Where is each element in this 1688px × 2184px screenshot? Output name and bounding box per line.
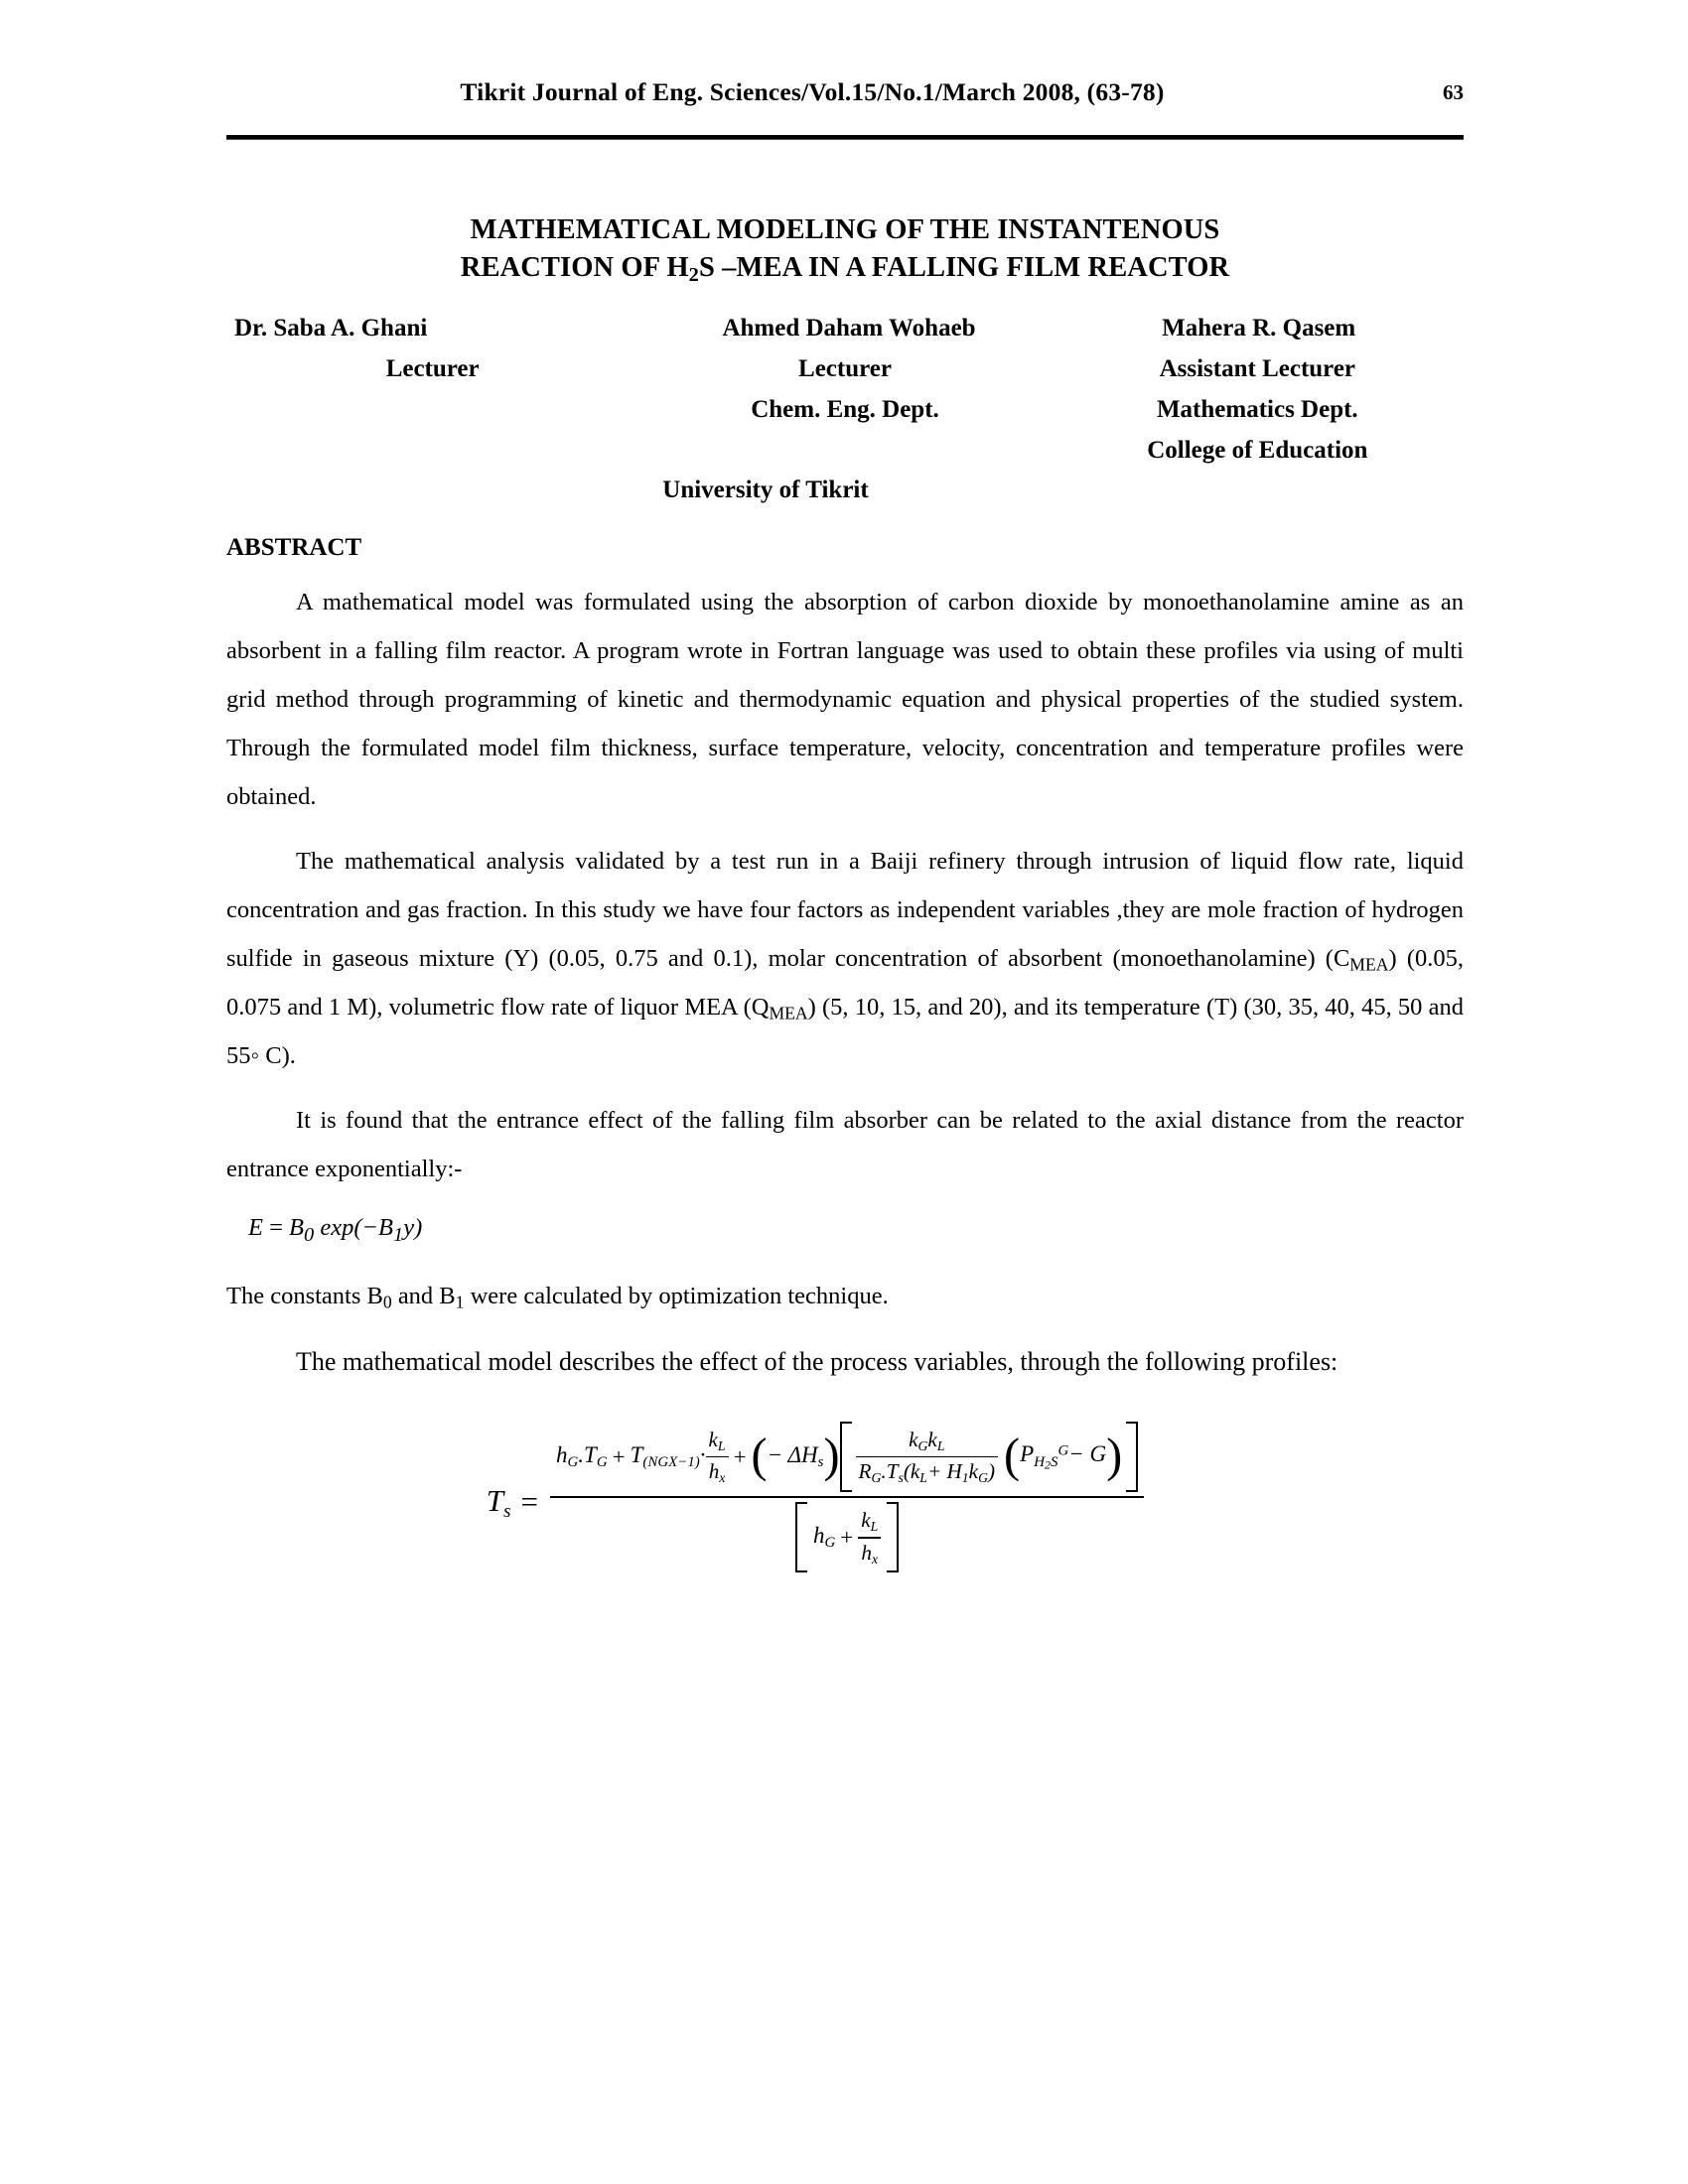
author-name-2: Ahmed Daham Wohaeb [722,315,976,342]
P-symbol: P [1020,1441,1035,1467]
num-h: h [555,1442,568,1468]
den-bracket-right [887,1502,899,1572]
abstract-p4-sub1: 0 [382,1292,392,1312]
abstract-p2-sub1: MEA [1349,954,1389,975]
num-plus-2: + [733,1443,747,1469]
den-hx-sym: h [861,1540,872,1565]
num-paren-right: ) [823,1430,840,1483]
inner-T-sub: s [898,1470,904,1486]
abstract-paragraph-4 [226,1272,1464,1320]
den-hx [858,1539,881,1568]
header-divider [226,135,1464,140]
abstract-paragraph-1: A mathematical model was formulated using the absorption of carbon dioxide by monoethanolamine amine as an absorbent in a falling film reactor. A program wrote in Fortran language was used to obtain these profiles via using of multi grid method through programming of kinetic and thermodynamic equation and physical properties of the studied system. Through the formulated model film thickness, surface temperature, velocity, concentration and temperature profiles were obtained. [226,589,1464,811]
den-kL-sym: k [861,1508,871,1533]
abstract-p4-part2: and B [391,1283,456,1310]
num-bracket-group [840,1422,1139,1492]
paper-title [226,211,1464,289]
num-enthalpy-term [751,1430,840,1483]
inline-eq-lhs: E [248,1214,263,1242]
num-T2-sub: (NGX−1) [642,1454,700,1471]
den-bracket-group [795,1502,899,1572]
abstract-p2-part2: ) (0.05, 0.075 and 1 M), volumetric flow rate of liquor MEA (Q [226,945,1464,1022]
num-kL-sym: k [708,1428,718,1452]
den-h-sym: h [812,1523,825,1549]
inline-eq-tail: y) [403,1214,423,1242]
den-bracket-content [807,1502,887,1572]
author-affiliation-university: University of Tikrit [662,477,869,504]
title-line2-b: S –MEA IN A FALLING FILM REACTOR [698,251,1230,283]
author-dept-1 [226,396,638,424]
equation-denominator [789,1498,905,1578]
num-paren-left: ( [751,1430,768,1483]
num-T-sub: G [596,1454,608,1471]
abstract-paragraph-5: The mathematical model describes the effect of the process variables, through the following profiles: [296,1347,1338,1377]
display-equation-surface-temperature [226,1422,1464,1578]
den-kL-over-hx [858,1508,881,1567]
inline-eq-exp: exp(−B [320,1214,393,1242]
equation-lhs-symbol: T [486,1483,503,1519]
num-hx [706,1457,729,1486]
num-hx-sym: h [708,1459,720,1484]
author-college-1 [226,437,638,465]
page-number: 63 [1443,80,1464,104]
inner-kG: k [909,1428,918,1452]
title-line2-a: REACTION OF H [460,251,689,283]
num-h-sub: G [567,1454,579,1471]
author-row-names [226,315,1464,342]
P-sub-group [1034,1454,1057,1470]
den-kL-sub: L [870,1519,879,1535]
equation-wrapper [487,1422,1144,1578]
num-hx-sub: x [719,1470,726,1486]
num-T: T [584,1442,597,1468]
inner-R: R [858,1459,872,1484]
page-content [226,77,1464,1578]
num-hG-TG [556,1442,608,1471]
num-plus-1: + [612,1443,626,1469]
author-row-departments [226,396,1464,424]
abstract-p4-sub2: 1 [455,1292,465,1312]
abstract-p2-part1: The mathematical analysis validated by a test run in a Baiji refinery through intrusion of liquid flow rate, liquid concentration and gas fraction. In this study we have four factors as independent variables ,they are mole fraction of hydrogen sulfide in gaseous mixture (Y) (0.05, 0.75 and 0.1), molar concentration of absorbent (monoethanolamine) (C [226,848,1464,973]
pressure-paren-right: ) [1106,1430,1123,1483]
author-row-titles [226,355,1464,383]
author-college-2 [638,437,1051,465]
equation-lhs-subscript: s [503,1501,511,1523]
P-minus-G: − G [1068,1441,1107,1467]
den-hx-sub: x [871,1551,879,1567]
num-T-ngx [631,1442,706,1471]
den-kL [858,1508,881,1537]
num-dot: . [578,1442,585,1468]
num-pressure-term [998,1430,1123,1483]
inline-eq-b1-sub: 1 [393,1224,404,1247]
paper-title-line1: MATHEMATICAL MODELING OF THE INSTANTENOUS [470,214,1220,245]
abstract-paragraph-3: It is found that the entrance effect of the falling film absorber can be related to the axial distance from the reactor entrance exponentially:- [226,1107,1464,1183]
inner-open: (k [903,1459,920,1484]
author-title-2: Lecturer [798,355,892,383]
inner-plus: + H [926,1459,962,1484]
num-inner-fraction [856,1428,999,1486]
num-T2: T [630,1442,643,1468]
num-kL-over-hx [706,1428,729,1486]
num-dH-sub: s [817,1454,824,1471]
abstract-heading: ABSTRACT [226,534,362,562]
num-dH [768,1442,824,1471]
inner-close: ) [988,1459,996,1484]
den-plus: + [840,1524,854,1550]
inner-den [856,1457,999,1486]
inner-kL: k [927,1428,937,1452]
author-college-3: College of Education [1147,437,1368,465]
abstract-p2-sub2: MEA [769,1003,808,1024]
num-kL-sub: L [717,1437,726,1453]
abstract-p4-part3: were calculated by optimization technique. [464,1283,889,1310]
num-dH-sym: − ΔH [767,1442,818,1468]
equation-equals: = [520,1484,538,1520]
inner-num [906,1428,947,1456]
den-bracket-left [795,1502,807,1572]
num-bracket-content [852,1422,1127,1492]
equation-main-fraction [550,1422,1144,1578]
P-sub-S: S [1050,1453,1058,1470]
num-bracket-right [1126,1422,1138,1492]
title-line2-subscript: 2 [688,264,699,287]
journal-running-title: Tikrit Journal of Eng. Sciences/Vol.15/No.1/March 2008, (63-78) [460,77,1165,106]
abstract-p4-part1: The constants B [226,1283,383,1310]
author-dept-3: Mathematics Dept. [1156,396,1358,424]
author-block [226,315,1464,504]
P-sub-H: H [1034,1453,1045,1470]
running-head [226,77,1464,129]
inner-kL-sub: L [936,1437,945,1453]
abstract-paragraph-2 [226,837,1464,1080]
author-name-1: Dr. Saba A. Ghani [234,315,428,342]
inner-dot: . [881,1459,887,1484]
inner-kG2-sub: G [978,1470,988,1486]
P-sup-G: G [1057,1442,1069,1459]
num-kL [706,1428,729,1456]
pressure-expr [1020,1441,1106,1472]
author-title-1: Lecturer [385,355,480,383]
num-dot2: · [699,1442,706,1468]
abstract-p2-part3: ) (5, 10, 15, and 20), and its temperature (T) (30, 35, 40, 45, 50 and 55◦ C). [226,994,1464,1070]
inline-eq-b0-sub: 0 [304,1224,315,1247]
inline-eq-equals: = [269,1214,283,1242]
author-title-3: Assistant Lecturer [1159,355,1356,383]
pressure-paren-left: ( [1004,1430,1021,1483]
equation-lhs [487,1477,521,1523]
numerator-row [556,1422,1138,1492]
inner-kG2: k [968,1459,979,1484]
author-dept-2: Chem. Eng. Dept. [751,396,939,424]
inner-R-sub: G [871,1470,882,1486]
den-h-sub: G [824,1535,836,1552]
equation-numerator [550,1422,1144,1496]
P-sub-2: 2 [1045,1456,1051,1471]
inner-H1-sub: 1 [961,1470,969,1486]
inline-equation-entrance-effect [226,1203,1464,1256]
author-row-college [226,437,1464,465]
inline-eq-b0: B [289,1214,305,1242]
paper-title-line2 [226,249,1464,289]
author-name-3: Mahera R. Qasem [1162,315,1356,342]
num-bracket-left [840,1422,852,1492]
inner-kL2-sub: L [919,1470,927,1486]
inner-kG-sub: G [917,1437,928,1453]
den-hG [813,1523,835,1552]
inner-T: T [886,1459,899,1484]
